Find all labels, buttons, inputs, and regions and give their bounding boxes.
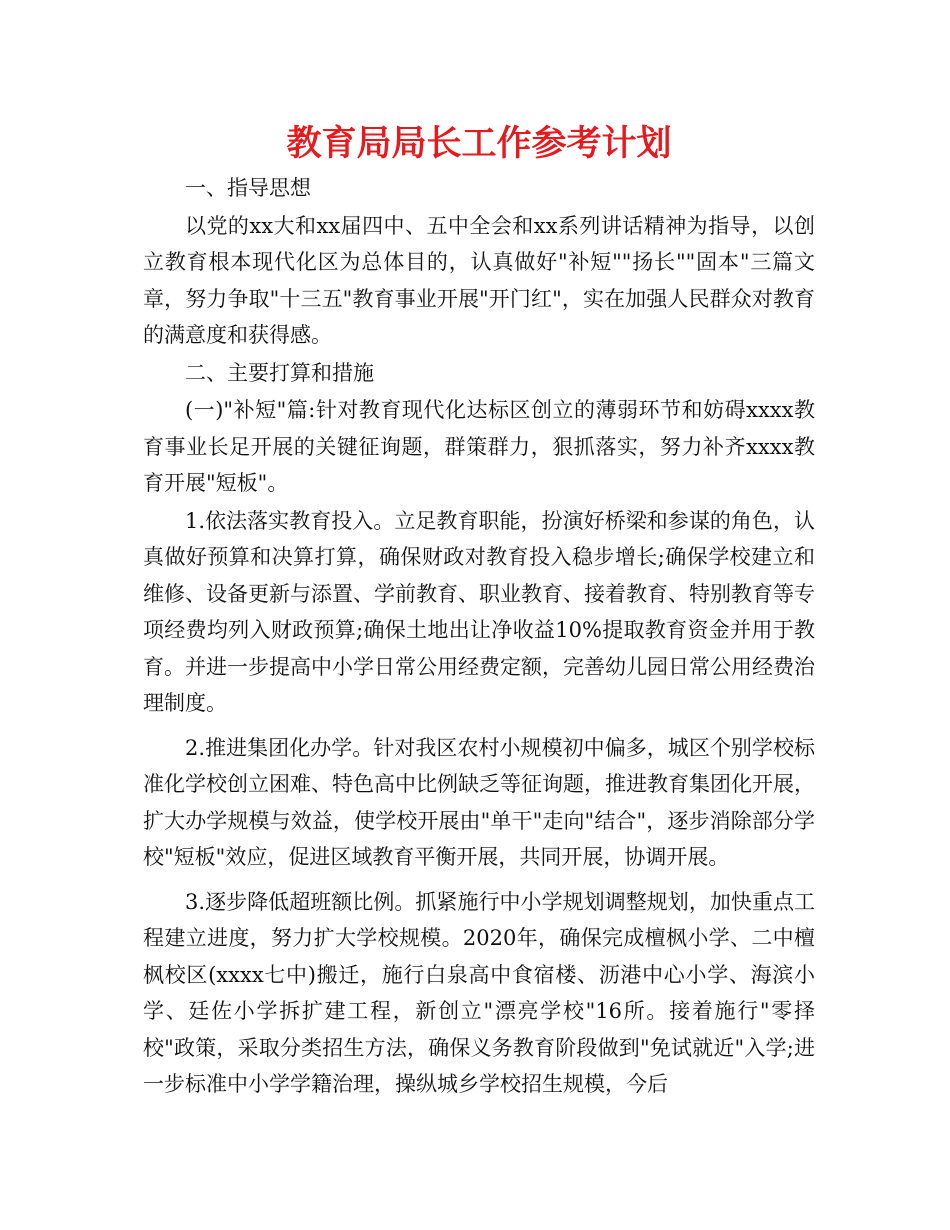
section-heading-guiding-thought: 一、指导思想 bbox=[185, 176, 311, 200]
paragraph-item-3-class-size: 3.逐步降低超班额比例。抓紧施行中小学规划调整规划，加快重点工程建立进度，努力扩大学校规模。2020年，确保完成檀枫小学、二中檀枫校区(xxxx七中)搬迁，施行白泉高中食宿楼、沥港中心小学、海滨小学、廷佐小学拆扩建工程，新创立"漂亮学校"16所。接着施行"零择校"政策，采取分类招生方法，确保义务教育阶段做到"免试就近"入学;进一步标准中小学学籍治理，操纵城乡学校招生规模，今后 bbox=[143, 889, 815, 1096]
paragraph-subsection-shortboard: (一)"补短"篇:针对教育现代化达标区创立的薄弱环节和妨碍xxxx教育事业长足开展的关键征询题，群策群力，狠抓落实，努力补齐xxxx教育开展"短板"。 bbox=[143, 398, 815, 495]
document-title: 教育局局长工作参考计划 bbox=[286, 124, 672, 164]
paragraph-guiding-thought: 以党的xx大和xx届四中、五中全会和xx系列讲话精神为指导，以创立教育根本现代化区为总体目的，认真做好"补短""扬长""固本"三篇文章，努力争取"十三五"教育事业开展"开门红"，实在加强人民群众对教育的满意度和获得感。 bbox=[143, 213, 815, 347]
section-heading-plans-measures: 二、主要打算和措施 bbox=[185, 360, 374, 385]
document-page bbox=[143, 118, 815, 1103]
paragraph-item-1-investment: 1.依法落实教育投入。立足教育职能，扮演好桥梁和参谋的角色，认真做好预算和决算打算，确保财政对教育投入稳步增长;确保学校建立和维修、设备更新与添置、学前教育、职业教育、接着教育、特别教育等专项经费均列入财政预算;确保土地出让净收益10%提取教育资金并用于教育。并进一步提高中小学日常公用经费定额，完善幼儿园日常公用经费治理制度。 bbox=[143, 508, 815, 715]
paragraph-item-2-group-schooling: 2.推进集团化办学。针对我区农村小规模初中偏多，城区个别学校标准化学校创立困难、特色高中比例缺乏等征询题，推进教育集团化开展，扩大办学规模与效益，使学校开展由"单干"走向"结合"，逐步消除部分学校"短板"效应，促进区域教育平衡开展，共同开展，协调开展。 bbox=[143, 735, 815, 869]
